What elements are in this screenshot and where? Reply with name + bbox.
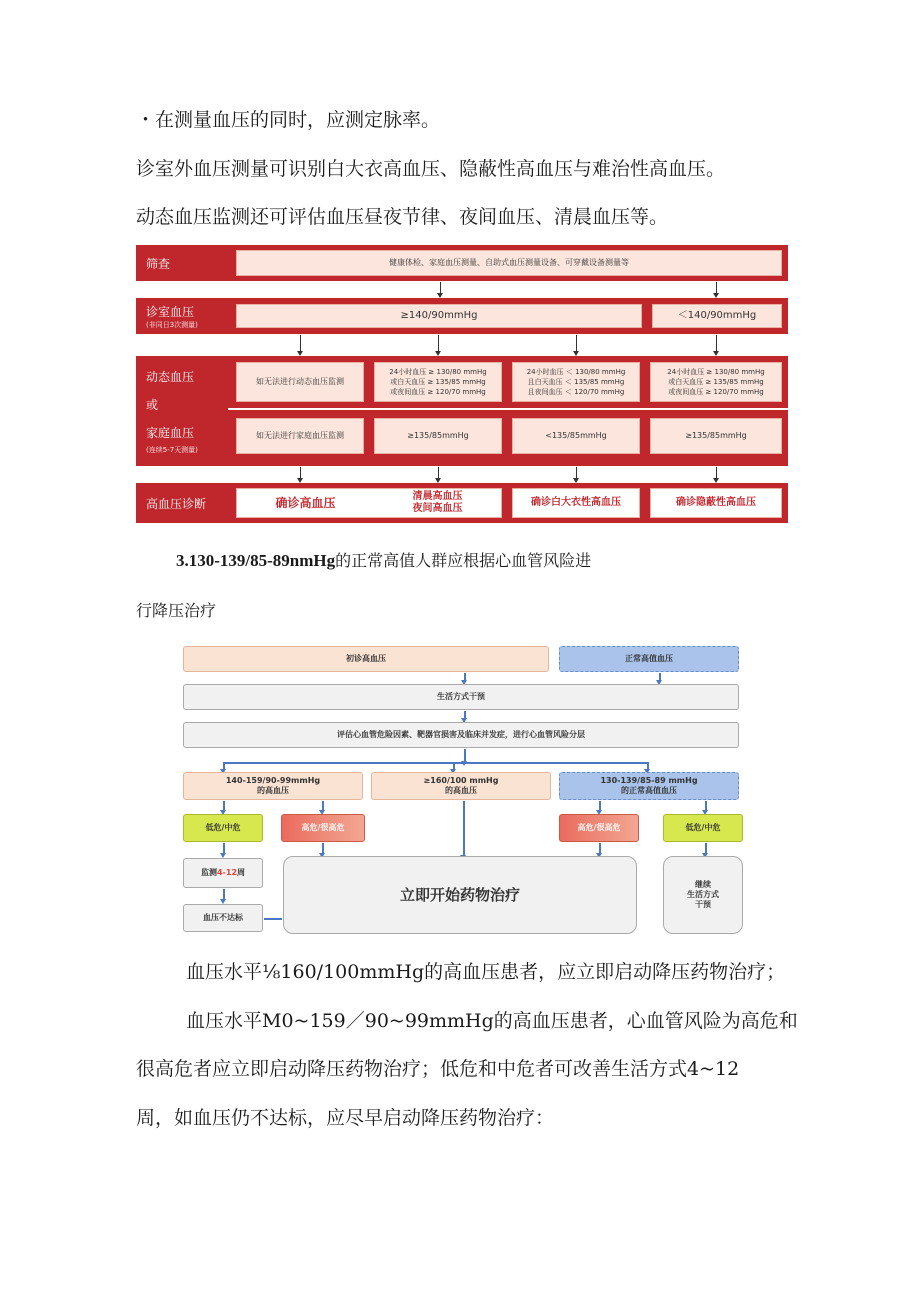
dx-confirmed-box: 确诊高血压 清晨高血压 夜间高血压 <box>236 488 502 518</box>
home-box-1: 如无法进行家庭血压监测 <box>236 418 364 454</box>
abpm-box-3: 24小时血压 ＜ 130/80 mmHg 且白天血压 ＜ 135/85 mmHg 且夜间血压 ＜ 120/70 mmHg <box>512 362 640 402</box>
normal-high-box: 正常高值血压 <box>559 646 739 672</box>
low-mid-risk-2: 低危/中危 <box>663 814 743 842</box>
diagnosis-flowchart <box>136 245 788 523</box>
paragraph-grade1-cont2: 周，如血压仍不达标，应尽早启动降压药物治疗： <box>136 1107 555 1129</box>
screening-box: 健康体检、家庭血压测量、自助式血压测量设备、可穿戴设备测量等 <box>236 250 782 276</box>
paragraph-pulse: ・在测量血压的同时，应测定脉率。 <box>136 109 441 131</box>
start-drug-box: 立即开始药物治疗 <box>283 856 637 934</box>
paragraph-out-of-office: 诊室外血压测量可识别白大衣高血压、隐蔽性高血压与难治性高血压。 <box>136 158 726 180</box>
high-risk-2: 高危/很高危 <box>559 814 639 842</box>
section-heading: 3.130-139/85-89nmHg的正常高值人群应根据心血管风险进 <box>176 551 592 570</box>
assess-box: 评估心血管危险因素、靶器官损害及临床并发症，进行心血管风险分层 <box>183 722 739 748</box>
row-label-abpm-home: 动态血压 或 家庭血压 (连续5-7天测量) <box>136 356 228 466</box>
continue-lifestyle-box: 继续 生活方式 干预 <box>663 856 743 934</box>
abpm-box-1: 如无法进行动态血压监测 <box>236 362 364 402</box>
paragraph-grade1-cont1: 很高危者应立即启动降压药物治疗；低危和中危者可改善生活方式4~12 <box>136 1058 740 1080</box>
abpm-box-2: 24小时血压 ≥ 130/80 mmHg 或白天血压 ≥ 135/85 mmHg 或夜间血压 ≥ 120/70 mmHg <box>374 362 502 402</box>
home-box-4: ≥135/85mmHg <box>650 418 782 454</box>
dx-white-coat-box: 确诊白大衣性高血压 <box>512 488 640 518</box>
office-low-box: ＜140/90mmHg <box>652 304 782 328</box>
home-box-2: ≥135/85mmHg <box>374 418 502 454</box>
grade-nh-box: 130-139/85-89 mmHg 的正常高值血压 <box>559 772 739 800</box>
treatment-flowchart <box>175 640 745 940</box>
abpm-box-4: 24小时血压 ≥ 130/80 mmHg 或白天血压 ≥ 135/85 mmHg 或夜间血压 ≥ 120/70 mmHg <box>650 362 782 402</box>
low-mid-risk-1: 低危/中危 <box>183 814 263 842</box>
new-htn-box: 初诊高血压 <box>183 646 549 672</box>
high-risk-1: 高危/很高危 <box>281 814 365 842</box>
row-label-screening: 筛查 <box>136 245 228 281</box>
row-label-office: 诊室血压 (非同日3次测量) <box>136 298 228 334</box>
office-high-box: ≥140/90mmHg <box>236 304 642 328</box>
row-label-diagnosis: 高血压诊断 <box>136 483 228 523</box>
monitor-box: 监测 4-12 周 <box>183 858 263 888</box>
paragraph-abpm: 动态血压监测还可评估血压昼夜节律、夜间血压、清晨血压等。 <box>136 206 669 228</box>
not-at-target-box: 血压不达标 <box>183 904 263 932</box>
paragraph-grade2: 血压水平⅛160/100mmHg的高血压患者，应立即启动降压药物治疗； <box>186 961 786 983</box>
home-box-3: <135/85mmHg <box>512 418 640 454</box>
section-heading-cont: 行降压治疗 <box>136 603 217 620</box>
dx-masked-box: 确诊隐蔽性高血压 <box>650 488 782 518</box>
grade2-box: ≥160/100 mmHg 的高血压 <box>371 772 551 800</box>
paragraph-grade1: 血压水平M0~159／90~99mmHg的高血压患者，心血管风险为高危和 <box>186 1010 798 1032</box>
lifestyle-box: 生活方式干预 <box>183 684 739 710</box>
grade1-box: 140-159/90-99mmHg 的高血压 <box>183 772 363 800</box>
